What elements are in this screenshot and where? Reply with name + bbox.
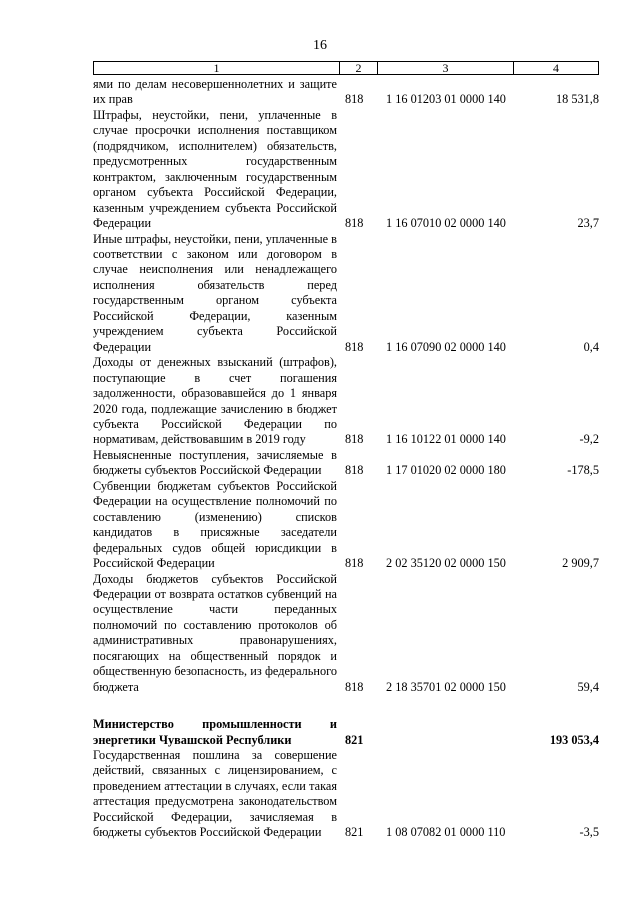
ministry-name: Министерство промышленности и энергетики Чувашской Республики <box>93 717 337 747</box>
row-budget-code: 1 16 07090 02 0000 140 <box>386 339 506 354</box>
row-budget-code: 1 16 01203 01 0000 140 <box>386 92 506 107</box>
row-description: Штрафы, неустойки, пени, уплаченные в случае просрочки исполнения поставщиком (подрядчиком, исполнителем) обязательств, предусмотренных государственным контрактом, заключенным государственным органом субъекта Российской Федерации, казенным учреждением субъекта Российской Федерации <box>93 107 337 231</box>
table-row <box>93 479 599 572</box>
row-budget-code: 1 17 01020 02 0000 180 <box>386 463 506 478</box>
row-budget-code: 2 02 35120 02 0000 150 <box>386 556 506 571</box>
row-sum: -3,5 <box>579 825 599 840</box>
header-col-2: 2 <box>340 62 378 74</box>
table-header <box>93 61 599 75</box>
row-admin-code: 818 <box>345 92 364 107</box>
row-budget-code: 1 16 10122 01 0000 140 <box>386 432 506 447</box>
row-description: Иные штрафы, неустойки, пени, уплаченные в соответствии с законом или договором в случае неисполнения или ненадлежащего исполнения обязательств перед государственным органом субъекта Российской Федерации, казенным учреждением субъекта Российской Федерации <box>93 231 337 354</box>
row-admin-code: 818 <box>345 679 364 694</box>
row-admin-code: 818 <box>345 339 364 354</box>
row-sum: -9,2 <box>579 432 599 447</box>
row-description: Невыясненные поступления, зачисляемые в бюджеты субъектов Российской Федерации <box>93 447 337 478</box>
row-sum: 0,4 <box>583 339 599 354</box>
ministry-admin-code: 821 <box>345 732 364 747</box>
ministry-row <box>93 717 599 748</box>
row-description: Доходы бюджетов субъектов Российской Федерации от возврата остатков субвенций на осуществление части переданных полномочий по составлению протоколов об административных правонарушениях, посягающих на общественный порядок и общественную безопасность, из федерального бюджета <box>93 571 337 694</box>
table-row <box>93 448 599 479</box>
table-row <box>93 355 599 448</box>
row-sum: 18 531,8 <box>555 92 599 107</box>
page-number: 16 <box>313 38 327 53</box>
table-row <box>93 77 599 108</box>
table-row <box>93 748 599 841</box>
table-row <box>93 232 599 356</box>
row-admin-code: 818 <box>345 216 364 231</box>
row-budget-code: 2 18 35701 02 0000 150 <box>386 679 506 694</box>
row-sum: 23,7 <box>577 216 599 231</box>
row-sum: 2 909,7 <box>562 556 599 571</box>
row-description: Доходы от денежных взысканий (штрафов), поступающие в счет погашения задолженности, образовавшейся до 1 января 2020 года, подлежащие зачислению в бюджет субъекта Российской Федерации по нормативам, действовавшим в 2019 году <box>93 355 337 447</box>
header-col-1: 1 <box>94 62 340 74</box>
row-admin-code: 818 <box>345 432 364 447</box>
table-body <box>93 77 599 841</box>
header-col-4: 4 <box>553 61 559 75</box>
row-sum: 59,4 <box>577 679 599 694</box>
row-description: ями по делам несовершеннолетних и защите их прав <box>93 77 337 107</box>
table-row <box>93 108 599 232</box>
table-row <box>93 572 599 696</box>
header-col-3: 3 <box>378 62 514 74</box>
row-sum: -178,5 <box>567 463 599 478</box>
row-description: Государственная пошлина за совершение действий, связанных с лицензированием, с проведением аттестации в случаях, если такая аттестация предусмотрена законодательством Российской Федерации, зачисляемая в бюджеты субъектов Российской Федерации <box>93 748 337 840</box>
row-budget-code: 1 08 07082 01 0000 110 <box>386 825 506 840</box>
row-admin-code: 818 <box>345 556 364 571</box>
row-admin-code: 818 <box>345 463 364 478</box>
row-description: Субвенции бюджетам субъектов Российской Федерации на осуществление полномочий по составлению (изменению) списков кандидатов в присяжные заседатели федеральных судов общей юрисдикции в Российской Федерации <box>93 478 337 571</box>
row-budget-code: 1 16 07010 02 0000 140 <box>386 216 506 231</box>
row-admin-code: 821 <box>345 825 364 840</box>
ministry-total: 193 053,4 <box>549 732 599 747</box>
